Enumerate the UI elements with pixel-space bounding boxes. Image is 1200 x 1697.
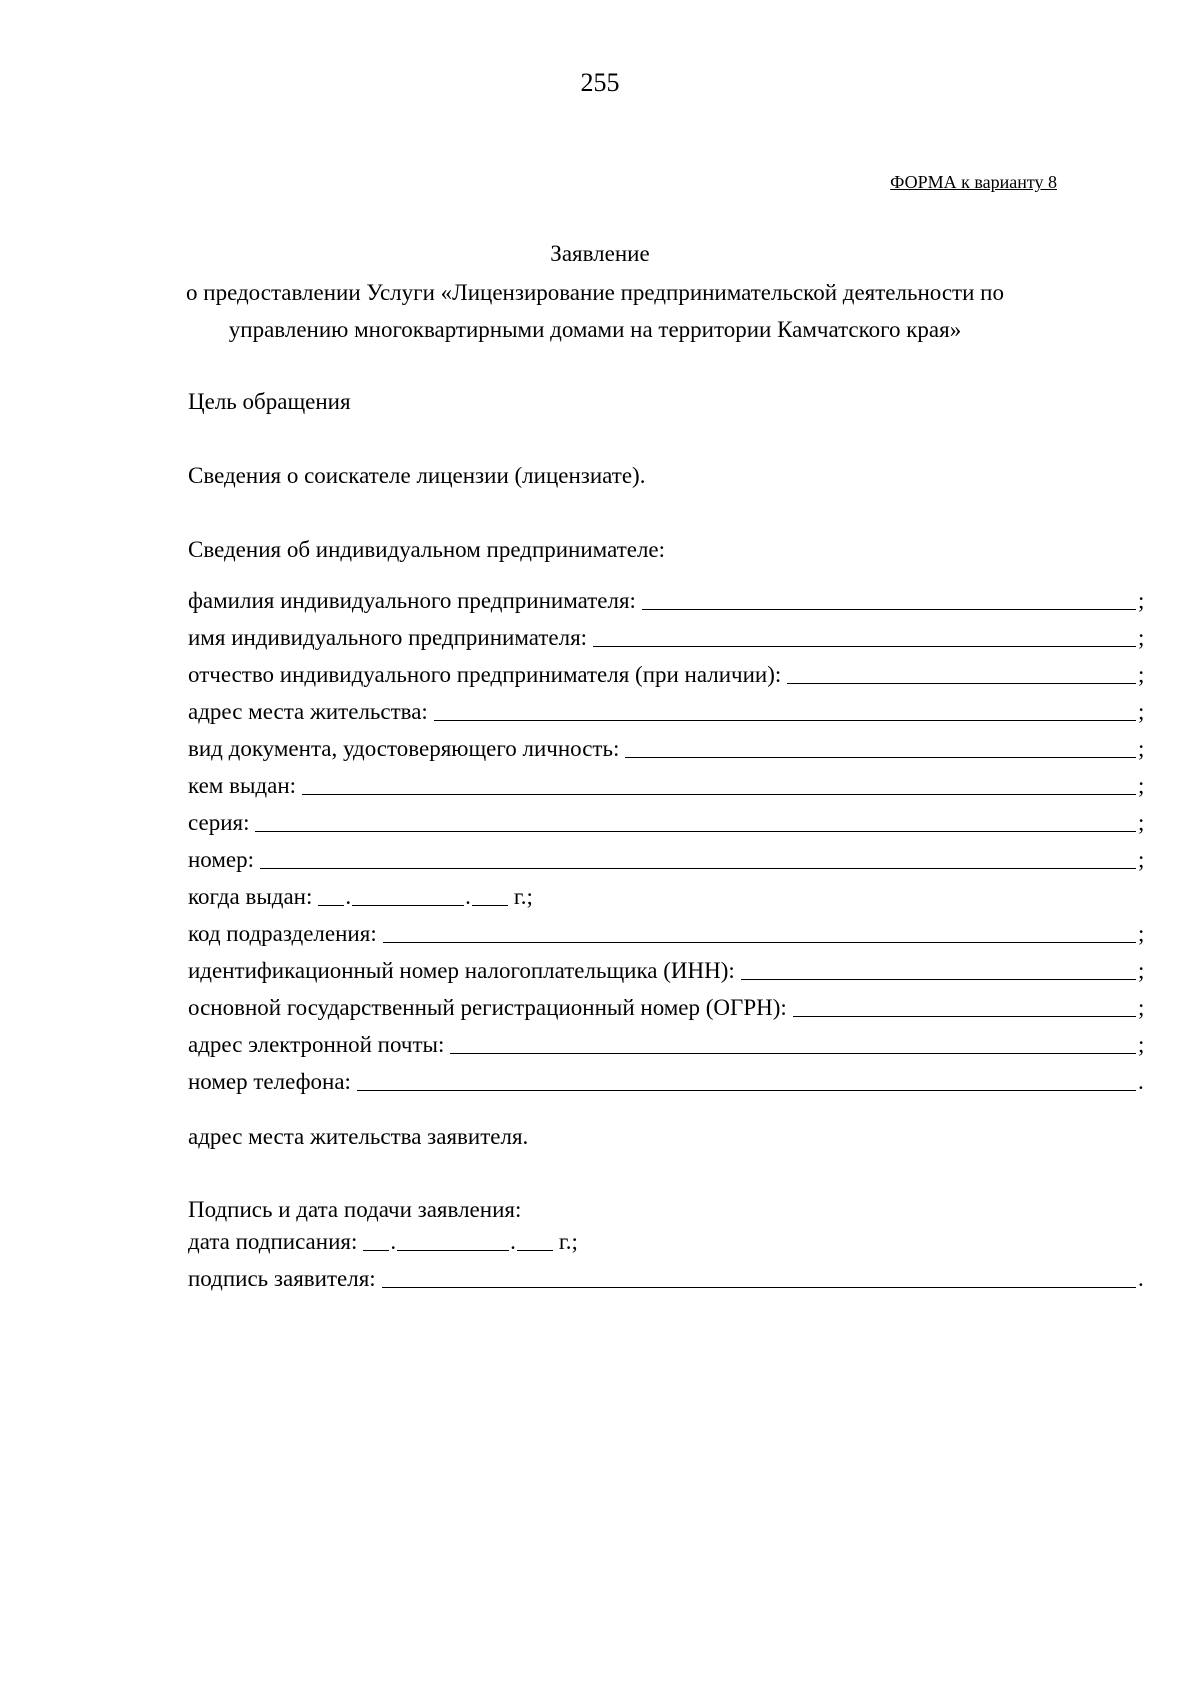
issue-date-field[interactable]: когда выдан: . . г.; [188,884,533,909]
patronymic-field[interactable]: отчество индивидуального предпринимателя (при наличии): ; [188,662,1145,687]
field-label: адрес электронной почты: [188,1032,445,1057]
field-label: номер: [188,847,255,872]
ogrn-field[interactable]: основной государственный регистрационный номер (ОГРН): ; [188,995,1145,1020]
field-label: номер телефона: [188,1069,351,1094]
entrepreneur-section-header: Сведения об индивидуальном предпринимателе: [188,537,666,562]
surname-field[interactable]: фамилия индивидуального предпринимателя: ; [188,588,1145,613]
form-variant-label: ФОРМА к варианту 8 [890,172,1057,192]
field-label: когда выдан: [188,884,313,909]
id-document-type-field[interactable]: вид документа, удостоверяющего личность: ; [188,736,1145,761]
residence-address-field[interactable]: адрес места жительства: ; [188,699,1145,724]
field-label: имя индивидуального предпринимателя: [188,625,588,650]
issued-by-field[interactable]: кем выдан: ; [188,773,1145,798]
field-label: отчество индивидуального предпринимателя (при наличии): [188,662,782,687]
signature-fields [188,1216,1148,1290]
signing-date-field[interactable]: дата подписания: . . г.; [188,1229,578,1254]
month-fill-line[interactable] [397,1230,509,1251]
year-fill-line[interactable] [472,885,508,906]
document-subtitle-line-2: управлению многоквартирными домами на территории Камчатского края» [228,317,962,342]
day-fill-line[interactable] [318,885,344,906]
purpose-label: Цель обращения [188,389,351,414]
document-subtitle-line-1: о предоставлении Услуги «Лицензирование предпринимательской деятельности по [186,280,1004,305]
applicant-signature-field[interactable]: подпись заявителя: . [188,1266,1144,1291]
fill-line[interactable] [642,589,1136,610]
fill-line[interactable] [450,1033,1136,1054]
number-field[interactable]: номер: ; [188,847,1145,872]
document-title: Заявление [550,241,650,266]
division-code-field[interactable]: код подразделения: ; [188,921,1145,946]
entrepreneur-fields [188,575,1148,1093]
inn-field[interactable]: идентификационный номер налогоплательщика (ИНН): ; [188,958,1145,983]
phone-field[interactable]: номер телефона: . [188,1069,1144,1094]
fill-line[interactable] [625,737,1136,758]
fill-line[interactable] [357,1070,1136,1091]
field-label: адрес места жительства: [188,699,428,724]
year-fill-line[interactable] [517,1230,553,1251]
email-field[interactable]: адрес электронной почты: ; [188,1032,1145,1057]
field-label: серия: [188,810,250,835]
applicant-residence-label: адрес места жительства заявителя. [188,1124,529,1149]
field-label: кем выдан: [188,773,297,798]
first-name-field[interactable]: имя индивидуального предпринимателя: ; [188,625,1145,650]
field-label: вид документа, удостоверяющего личность: [188,736,620,761]
series-field[interactable]: серия: ; [188,810,1145,835]
field-label: основной государственный регистрационный номер (ОГРН): [188,995,787,1020]
field-label: дата подписания: [188,1229,358,1254]
fill-line[interactable] [302,774,1136,795]
day-fill-line[interactable] [363,1230,389,1251]
field-label: подпись заявителя: [188,1266,376,1291]
fill-line[interactable] [260,848,1136,869]
field-label: фамилия индивидуального предпринимателя: [188,588,636,613]
fill-line[interactable] [793,996,1136,1017]
fill-line[interactable] [787,663,1136,684]
fill-line[interactable] [434,700,1136,721]
fill-line[interactable] [383,922,1136,943]
fill-line[interactable] [382,1267,1136,1288]
fill-line[interactable] [593,626,1136,647]
month-fill-line[interactable] [352,885,464,906]
signature-section-header: Подпись и дата подачи заявления: [188,1197,522,1222]
applicant-info-label: Сведения о соискателе лицензии (лицензиате). [188,463,646,488]
fill-line[interactable] [741,959,1136,980]
field-label: код подразделения: [188,921,377,946]
fill-line[interactable] [255,811,1136,832]
field-label: идентификационный номер налогоплательщика (ИНН): [188,958,735,983]
page-number: 255 [580,68,620,97]
